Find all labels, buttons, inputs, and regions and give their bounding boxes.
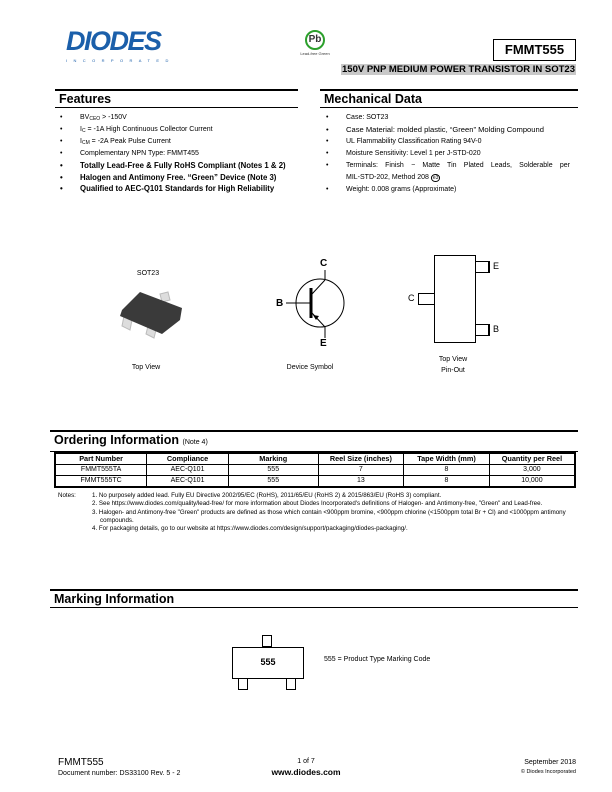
pin-c-label: C: [320, 258, 328, 269]
pinout-b-label: B: [493, 324, 500, 334]
note-item: 4. For packaging details, go to our website at https://www.diodes.com/design/support/packaging/diodes-packaging/.: [92, 525, 408, 533]
ordering-title: Ordering Information: [54, 433, 179, 447]
item-text: Halogen and Antimony Free. “Green” Device (Note 3): [80, 172, 277, 182]
pinout-pin-b: [476, 324, 490, 336]
marking-title: Marking Information: [54, 592, 175, 606]
item-text: Totally Lead-Free & Fully RoHS Compliant (Notes 1 & 2): [80, 160, 286, 170]
item-subscript: C: [81, 127, 86, 134]
transistor-symbol: [272, 258, 352, 350]
item-text: Qualified to AEC-Q101 Standards for High Reliability: [80, 184, 275, 194]
column-header: Tape Width (mm): [404, 453, 490, 465]
table-cell: 13: [318, 476, 404, 488]
marking-heading: [50, 589, 578, 608]
features-title: Features: [59, 92, 112, 106]
marking-pin-right: [286, 678, 296, 690]
footer-doc-number: Document number: DS33100 Rev. 5 - 2: [58, 770, 181, 777]
part-number-box: FMMT555: [493, 39, 576, 61]
item-text: BV: [80, 114, 90, 121]
item-subscript: CEO: [89, 116, 101, 122]
footer-page: 1 of 7: [297, 758, 315, 765]
table-cell: 555: [228, 476, 318, 488]
item-subscript: CM: [81, 139, 90, 146]
sot23-package-image: [118, 290, 190, 340]
list-item: [60, 183, 310, 195]
pinout-body: [434, 255, 476, 343]
package-label: SOT23: [136, 270, 160, 277]
list-item: • Case: SOT23: [326, 112, 570, 124]
table-cell: 7: [318, 465, 404, 476]
mechanical-list: [326, 112, 570, 196]
lead-free-label: Lead-free Green: [300, 51, 330, 56]
ordering-heading: [50, 430, 578, 452]
column-header: Marking: [228, 453, 318, 465]
pinout-caption-2: Pin-Out: [441, 367, 465, 374]
mechanical-title: Mechanical Data: [324, 92, 422, 106]
footer-copyright: © Diodes Incorporated: [520, 769, 576, 775]
ordering-table: [54, 452, 576, 488]
table-cell: AEC-Q101: [147, 476, 229, 488]
logo-subtext: INCORPORATED: [66, 58, 175, 63]
column-header: Quantity per Reel: [489, 453, 575, 465]
list-item: [60, 172, 310, 184]
marking-pin-top: [262, 635, 272, 647]
column-header: Part Number: [55, 453, 147, 465]
footer-url[interactable]: www.diodes.com: [271, 767, 341, 777]
package-caption: Top View: [131, 364, 161, 371]
item-text: Complementary NPN Type: FMMT455: [80, 149, 199, 157]
list-item: [60, 112, 310, 124]
pinout-pin-c: [418, 293, 434, 305]
footer-part: FMMT555: [58, 757, 104, 768]
list-item: [60, 136, 310, 148]
item-text: I: [80, 137, 82, 145]
notes-label: Notes:: [58, 492, 76, 499]
table-cell: 10,000: [489, 476, 575, 488]
note-item: 3. Halogen- and Antimony-free "Green" products are defined as those which contain <900ppm bromine, <900ppm chlorine (<1500ppm total Br + Cl) and <1000ppm antimony compounds.: [92, 508, 566, 524]
features-heading: [55, 89, 298, 108]
note-item: 2. See https://www.diodes.com/quality/lead-free/ for more information about Diodes Incorporated's definitions of Halogen- and Antimony-free, "Green" and Lead-free.: [92, 500, 543, 508]
e3-icon: e3: [432, 174, 439, 181]
pinout-pin-e: [476, 261, 490, 273]
pin-e-label: E: [320, 338, 327, 349]
list-item: [60, 160, 310, 172]
list-item: • Moisture Sensitivity: Level 1 per J-STD-020: [326, 148, 570, 160]
ordering-note: (Note 4): [182, 439, 208, 446]
list-item: • Weight: 0.008 grams (Approximate): [326, 184, 570, 196]
list-item: [60, 148, 310, 160]
table-cell: 555: [228, 465, 318, 476]
note-item: 1. No purposely added lead. Fully EU Directive 2002/95/EC (RoHS), 2011/65/EU (RoHS 2) & 2015/863/EU (RoHS 3) compliant.: [92, 492, 442, 499]
column-header: Compliance: [147, 453, 229, 465]
pinout-caption: Top View: [438, 356, 468, 363]
method-text: MIL-STD-202, Method 208: [346, 173, 429, 181]
item-text: I: [80, 125, 82, 133]
item-text-post: = -2A Peak Pulse Current: [89, 137, 171, 145]
table-cell: FMMT555TC: [55, 476, 147, 488]
notes: [58, 492, 578, 533]
list-item: • UL Flammability Classification Rating 94V-0: [326, 136, 570, 148]
list-item: [60, 124, 310, 136]
marking-legend: 555 = Product Type Marking Code: [324, 656, 431, 663]
table-cell: 8: [404, 465, 490, 476]
lead-free-badge: [290, 30, 340, 57]
footer-date: September 2018: [524, 759, 576, 766]
table-cell: FMMT555TA: [55, 465, 147, 476]
mechanical-heading: [320, 89, 578, 108]
item-text-post: > -150V: [100, 114, 127, 121]
pinout-c-label: C: [408, 293, 415, 303]
diodes-logo: [66, 26, 175, 64]
table-header-row: [55, 453, 575, 465]
symbol-caption: Device Symbol: [286, 364, 334, 371]
table-cell: 3,000: [489, 465, 575, 476]
list-item-continued: [326, 172, 570, 185]
column-header: Reel Size (inches): [318, 453, 404, 465]
list-item: • Terminals: Finish − Matte Tin Plated Leads, Solderable per: [326, 160, 570, 172]
table-row: [55, 476, 575, 488]
document-subtitle: 150V PNP MEDIUM POWER TRANSISTOR IN SOT23: [342, 64, 575, 75]
list-item: • Case Material: molded plastic, “Green” Molding Compound: [326, 124, 570, 136]
table-row: [55, 465, 575, 476]
table-cell: AEC-Q101: [147, 465, 229, 476]
table-cell: 8: [404, 476, 490, 488]
item-text-post: = -1A High Continuous Collector Current: [85, 125, 213, 133]
pin-b-label: B: [276, 298, 284, 309]
marking-code-box: 555: [232, 647, 304, 679]
logo-text: DIODES: [66, 26, 161, 56]
lead-free-icon: Pb: [305, 30, 325, 50]
pinout-e-label: E: [493, 261, 500, 271]
marking-pin-left: [238, 678, 248, 690]
features-list: [60, 112, 310, 195]
